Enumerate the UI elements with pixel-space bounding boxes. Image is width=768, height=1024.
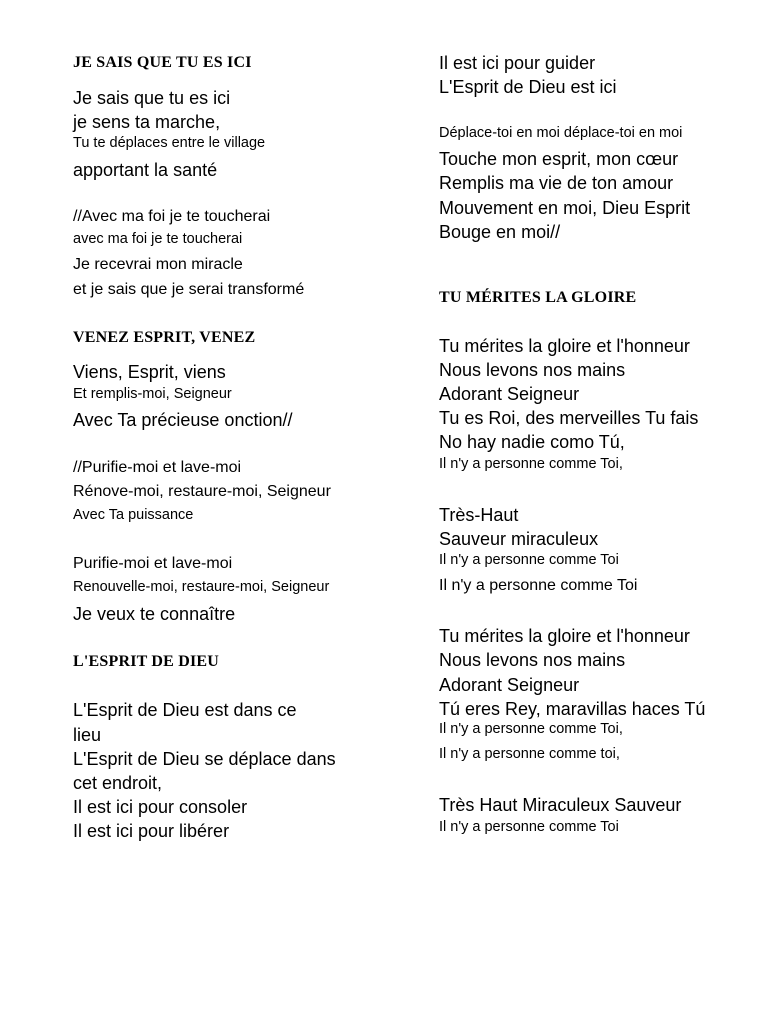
lyric-line: Tu mérites la gloire et l'honneur — [439, 626, 690, 646]
lyric-line: Avec Ta précieuse onction// — [73, 410, 293, 430]
lyric-line: cet endroit, — [73, 773, 163, 793]
lyric-line: L'Esprit de Dieu est dans ce — [73, 700, 297, 720]
lyric-line: L'Esprit de Dieu se déplace dans — [73, 749, 336, 769]
lyric-line: Tu mérites la gloire et l'honneur — [439, 336, 690, 356]
lyric-line: Purifie-moi et lave-moi — [73, 555, 233, 572]
lyric-line: Nous levons nos mains — [439, 360, 626, 380]
lyric-line: //Purifie-moi et lave-moi — [73, 459, 242, 476]
song-title: VENEZ ESPRIT, VENEZ — [73, 329, 256, 346]
lyric-line: Il n'y a personne comme toi, — [439, 746, 620, 762]
song-title: TU MÉRITES LA GLOIRE — [439, 289, 637, 306]
lyric-line: Sauveur miraculeux — [439, 529, 599, 549]
lyric-line: Je veux te connaître — [73, 604, 236, 624]
lyric-line: Touche mon esprit, mon cœur — [439, 149, 679, 169]
lyric-line: Je recevrai mon miracle — [73, 256, 243, 273]
lyric-line: Tu te déplaces entre le village — [73, 135, 266, 151]
lyric-line: Très Haut Miraculeux Sauveur — [439, 795, 682, 815]
lyric-line: Très-Haut — [439, 505, 519, 525]
lyric-line: Il n'y a personne comme Toi, — [439, 456, 623, 472]
lyric-line: Renouvelle-moi, restaure-moi, Seigneur — [73, 579, 330, 595]
lyric-line: avec ma foi je te toucherai — [73, 231, 243, 247]
lyric-line: Il est ici pour consoler — [73, 797, 248, 817]
lyric-line: Adorant Seigneur — [439, 675, 580, 695]
lyric-line: Nous levons nos mains — [439, 650, 626, 670]
lyric-line: Il est ici pour guider — [439, 53, 596, 73]
lyric-line: Et remplis-moi, Seigneur — [73, 386, 232, 402]
lyric-line: et je sais que je serai transformé — [73, 281, 305, 298]
lyric-line: //Avec ma foi je te toucherai — [73, 208, 271, 225]
lyric-line: Il n'y a personne comme Toi, — [439, 721, 623, 737]
lyric-line: Mouvement en moi, Dieu Esprit — [439, 198, 691, 218]
lyric-line: Tu es Roi, des merveilles Tu fais — [439, 408, 699, 428]
lyric-line: Déplace-toi en moi déplace-toi en moi — [439, 125, 683, 141]
lyric-line: Rénove-moi, restaure-moi, Seigneur — [73, 483, 331, 500]
lyric-line: Il n'y a personne comme Toi — [439, 577, 638, 594]
lyric-line: L'Esprit de Dieu est ici — [439, 77, 617, 97]
lyric-line: Viens, Esprit, viens — [73, 362, 226, 382]
lyric-line: Il n'y a personne comme Toi — [439, 552, 619, 568]
song-title: JE SAIS QUE TU ES ICI — [73, 54, 252, 71]
lyric-line: Remplis ma vie de ton amour — [439, 173, 674, 193]
lyric-line: Je sais que tu es ici — [73, 88, 231, 108]
lyric-line: apportant la santé — [73, 160, 218, 180]
lyric-line: lieu — [73, 725, 102, 745]
lyric-line: Avec Ta puissance — [73, 507, 194, 523]
lyric-line: Il est ici pour libérer — [73, 821, 230, 841]
lyric-line: Tú eres Rey, maravillas haces Tú — [439, 699, 706, 719]
lyric-line: Il n'y a personne comme Toi — [439, 819, 619, 835]
song-title: L'ESPRIT DE DIEU — [73, 653, 220, 670]
lyric-line: je sens ta marche, — [73, 112, 221, 132]
lyric-line: Bouge en moi// — [439, 222, 561, 242]
lyric-line: Adorant Seigneur — [439, 384, 580, 404]
lyric-line: No hay nadie como Tú, — [439, 432, 625, 452]
